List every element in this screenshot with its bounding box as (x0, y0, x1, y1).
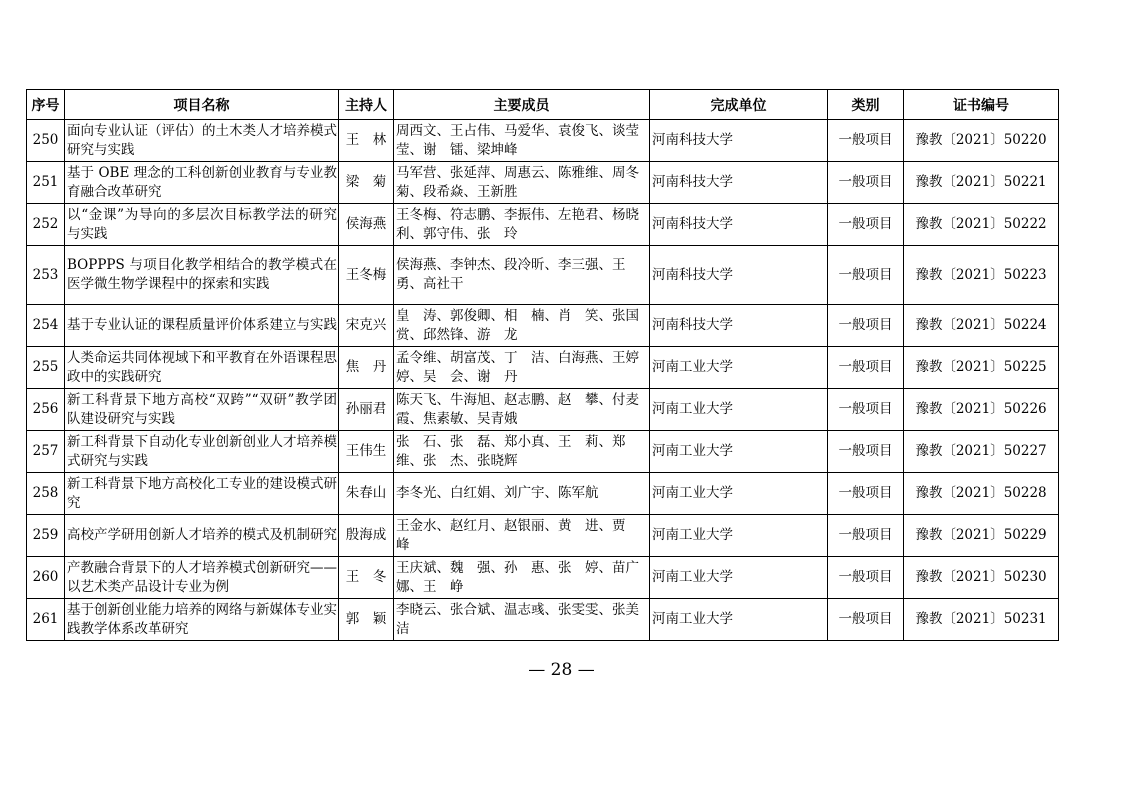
cell-unit: 河南科技大学 (650, 204, 828, 246)
project-table (26, 89, 1059, 641)
cell-members: 孟令维、胡富茂、丁 洁、白海燕、王婷婷、吴 会、谢 丹 (394, 347, 650, 389)
cell-seq: 250 (27, 120, 65, 162)
cell-host: 孙丽君 (339, 389, 394, 431)
cell-unit: 河南工业大学 (650, 389, 828, 431)
cell-cert-no: 豫教〔2021〕50226 (904, 389, 1059, 431)
cell-project-name: 面向专业认证（评估）的土木类人才培养模式研究与实践 (65, 120, 339, 162)
cell-unit: 河南工业大学 (650, 557, 828, 599)
cell-host: 殷海成 (339, 515, 394, 557)
cell-project-name: 人类命运共同体视域下和平教育在外语课程思政中的实践研究 (65, 347, 339, 389)
cell-members: 王冬梅、符志鹏、李振伟、左艳君、杨晓利、郭守伟、张 玲 (394, 204, 650, 246)
cell-unit: 河南科技大学 (650, 120, 828, 162)
cell-project-name: 新工科背景下地方高校“双跨”“双研”教学团队建设研究与实践 (65, 389, 339, 431)
cell-category: 一般项目 (828, 557, 904, 599)
cell-category: 一般项目 (828, 120, 904, 162)
cell-project-name: 新工科背景下地方高校化工专业的建设模式研究 (65, 473, 339, 515)
cell-category: 一般项目 (828, 473, 904, 515)
cell-seq: 259 (27, 515, 65, 557)
cell-seq: 258 (27, 473, 65, 515)
cell-unit: 河南工业大学 (650, 431, 828, 473)
cell-category: 一般项目 (828, 515, 904, 557)
cell-cert-no: 豫教〔2021〕50221 (904, 162, 1059, 204)
cell-host: 朱春山 (339, 473, 394, 515)
cell-seq: 257 (27, 431, 65, 473)
cell-host: 焦 丹 (339, 347, 394, 389)
table-row (27, 473, 1059, 515)
cell-members: 陈天飞、牛海旭、赵志鹏、赵 攀、付麦霞、焦素敏、吴青娥 (394, 389, 650, 431)
cell-category: 一般项目 (828, 389, 904, 431)
cell-cert-no: 豫教〔2021〕50224 (904, 305, 1059, 347)
cell-cert-no: 豫教〔2021〕50222 (904, 204, 1059, 246)
cell-cert-no: 豫教〔2021〕50228 (904, 473, 1059, 515)
cell-unit: 河南工业大学 (650, 515, 828, 557)
cell-members: 侯海燕、李钟杰、段冷昕、李三强、王 勇、高社干 (394, 246, 650, 305)
cell-cert-no: 豫教〔2021〕50229 (904, 515, 1059, 557)
cell-host: 宋克兴 (339, 305, 394, 347)
cell-project-name: 产教融合背景下的人才培养模式创新研究——以艺术类产品设计专业为例 (65, 557, 339, 599)
cell-unit: 河南科技大学 (650, 246, 828, 305)
cell-category: 一般项目 (828, 305, 904, 347)
cell-project-name: 新工科背景下自动化专业创新创业人才培养模式研究与实践 (65, 431, 339, 473)
cell-cert-no: 豫教〔2021〕50220 (904, 120, 1059, 162)
cell-category: 一般项目 (828, 431, 904, 473)
header-project-name: 项目名称 (65, 90, 339, 120)
cell-seq: 261 (27, 599, 65, 641)
cell-category: 一般项目 (828, 162, 904, 204)
cell-host: 郭 颖 (339, 599, 394, 641)
cell-project-name: 高校产学研用创新人才培养的模式及机制研究 (65, 515, 339, 557)
cell-host: 王伟生 (339, 431, 394, 473)
table-header-row (27, 90, 1059, 120)
cell-members: 周西文、王占伟、马爱华、袁俊飞、谈莹莹、谢 镭、梁坤峰 (394, 120, 650, 162)
cell-members: 王金水、赵红月、赵银丽、黄 进、贾 峰 (394, 515, 650, 557)
cell-project-name: 基于 OBE 理念的工科创新创业教育与专业教育融合改革研究 (65, 162, 339, 204)
cell-members: 王庆斌、魏 强、孙 惠、张 婷、苗广娜、王 峥 (394, 557, 650, 599)
cell-category: 一般项目 (828, 246, 904, 305)
table-row (27, 246, 1059, 305)
cell-members: 李冬光、白红娟、刘广宇、陈军航 (394, 473, 650, 515)
header-host: 主持人 (339, 90, 394, 120)
cell-unit: 河南科技大学 (650, 162, 828, 204)
table-row (27, 347, 1059, 389)
cell-cert-no: 豫教〔2021〕50231 (904, 599, 1059, 641)
header-cert-no: 证书编号 (904, 90, 1059, 120)
cell-seq: 254 (27, 305, 65, 347)
cell-seq: 252 (27, 204, 65, 246)
cell-category: 一般项目 (828, 347, 904, 389)
cell-category: 一般项目 (828, 204, 904, 246)
header-seq: 序号 (27, 90, 65, 120)
table-row (27, 389, 1059, 431)
cell-cert-no: 豫教〔2021〕50227 (904, 431, 1059, 473)
table-row (27, 162, 1059, 204)
cell-seq: 256 (27, 389, 65, 431)
cell-members: 张 石、张 磊、郑小真、王 莉、郑 维、张 杰、张晓辉 (394, 431, 650, 473)
cell-host: 王冬梅 (339, 246, 394, 305)
page-number: — 28 — (528, 660, 595, 680)
cell-host: 王 林 (339, 120, 394, 162)
cell-project-name: 以“金课”为导向的多层次目标教学法的研究与实践 (65, 204, 339, 246)
cell-cert-no: 豫教〔2021〕50230 (904, 557, 1059, 599)
cell-seq: 251 (27, 162, 65, 204)
cell-members: 皇 涛、郭俊卿、相 楠、肖 笑、张国赏、邱然锋、游 龙 (394, 305, 650, 347)
cell-unit: 河南科技大学 (650, 305, 828, 347)
table-row (27, 557, 1059, 599)
table-row (27, 120, 1059, 162)
table-row (27, 515, 1059, 557)
header-category: 类别 (828, 90, 904, 120)
cell-cert-no: 豫教〔2021〕50225 (904, 347, 1059, 389)
cell-host: 梁 菊 (339, 162, 394, 204)
table-row (27, 431, 1059, 473)
cell-unit: 河南工业大学 (650, 473, 828, 515)
cell-members: 李晓云、张合斌、温志彧、张雯雯、张美洁 (394, 599, 650, 641)
cell-seq: 255 (27, 347, 65, 389)
cell-members: 马军营、张延萍、周惠云、陈雅维、周冬菊、段希焱、王新胜 (394, 162, 650, 204)
cell-project-name: 基于专业认证的课程质量评价体系建立与实践 (65, 305, 339, 347)
cell-category: 一般项目 (828, 599, 904, 641)
cell-host: 侯海燕 (339, 204, 394, 246)
header-unit: 完成单位 (650, 90, 828, 120)
cell-host: 王 冬 (339, 557, 394, 599)
cell-cert-no: 豫教〔2021〕50223 (904, 246, 1059, 305)
cell-unit: 河南工业大学 (650, 347, 828, 389)
table-row (27, 305, 1059, 347)
table-row (27, 204, 1059, 246)
header-members: 主要成员 (394, 90, 650, 120)
table-row (27, 599, 1059, 641)
cell-project-name: 基于创新创业能力培养的网络与新媒体专业实践教学体系改革研究 (65, 599, 339, 641)
cell-unit: 河南工业大学 (650, 599, 828, 641)
cell-seq: 260 (27, 557, 65, 599)
cell-seq: 253 (27, 246, 65, 305)
cell-project-name: BOPPPS 与项目化教学相结合的教学模式在医学微生物学课程中的探索和实践 (65, 246, 339, 305)
